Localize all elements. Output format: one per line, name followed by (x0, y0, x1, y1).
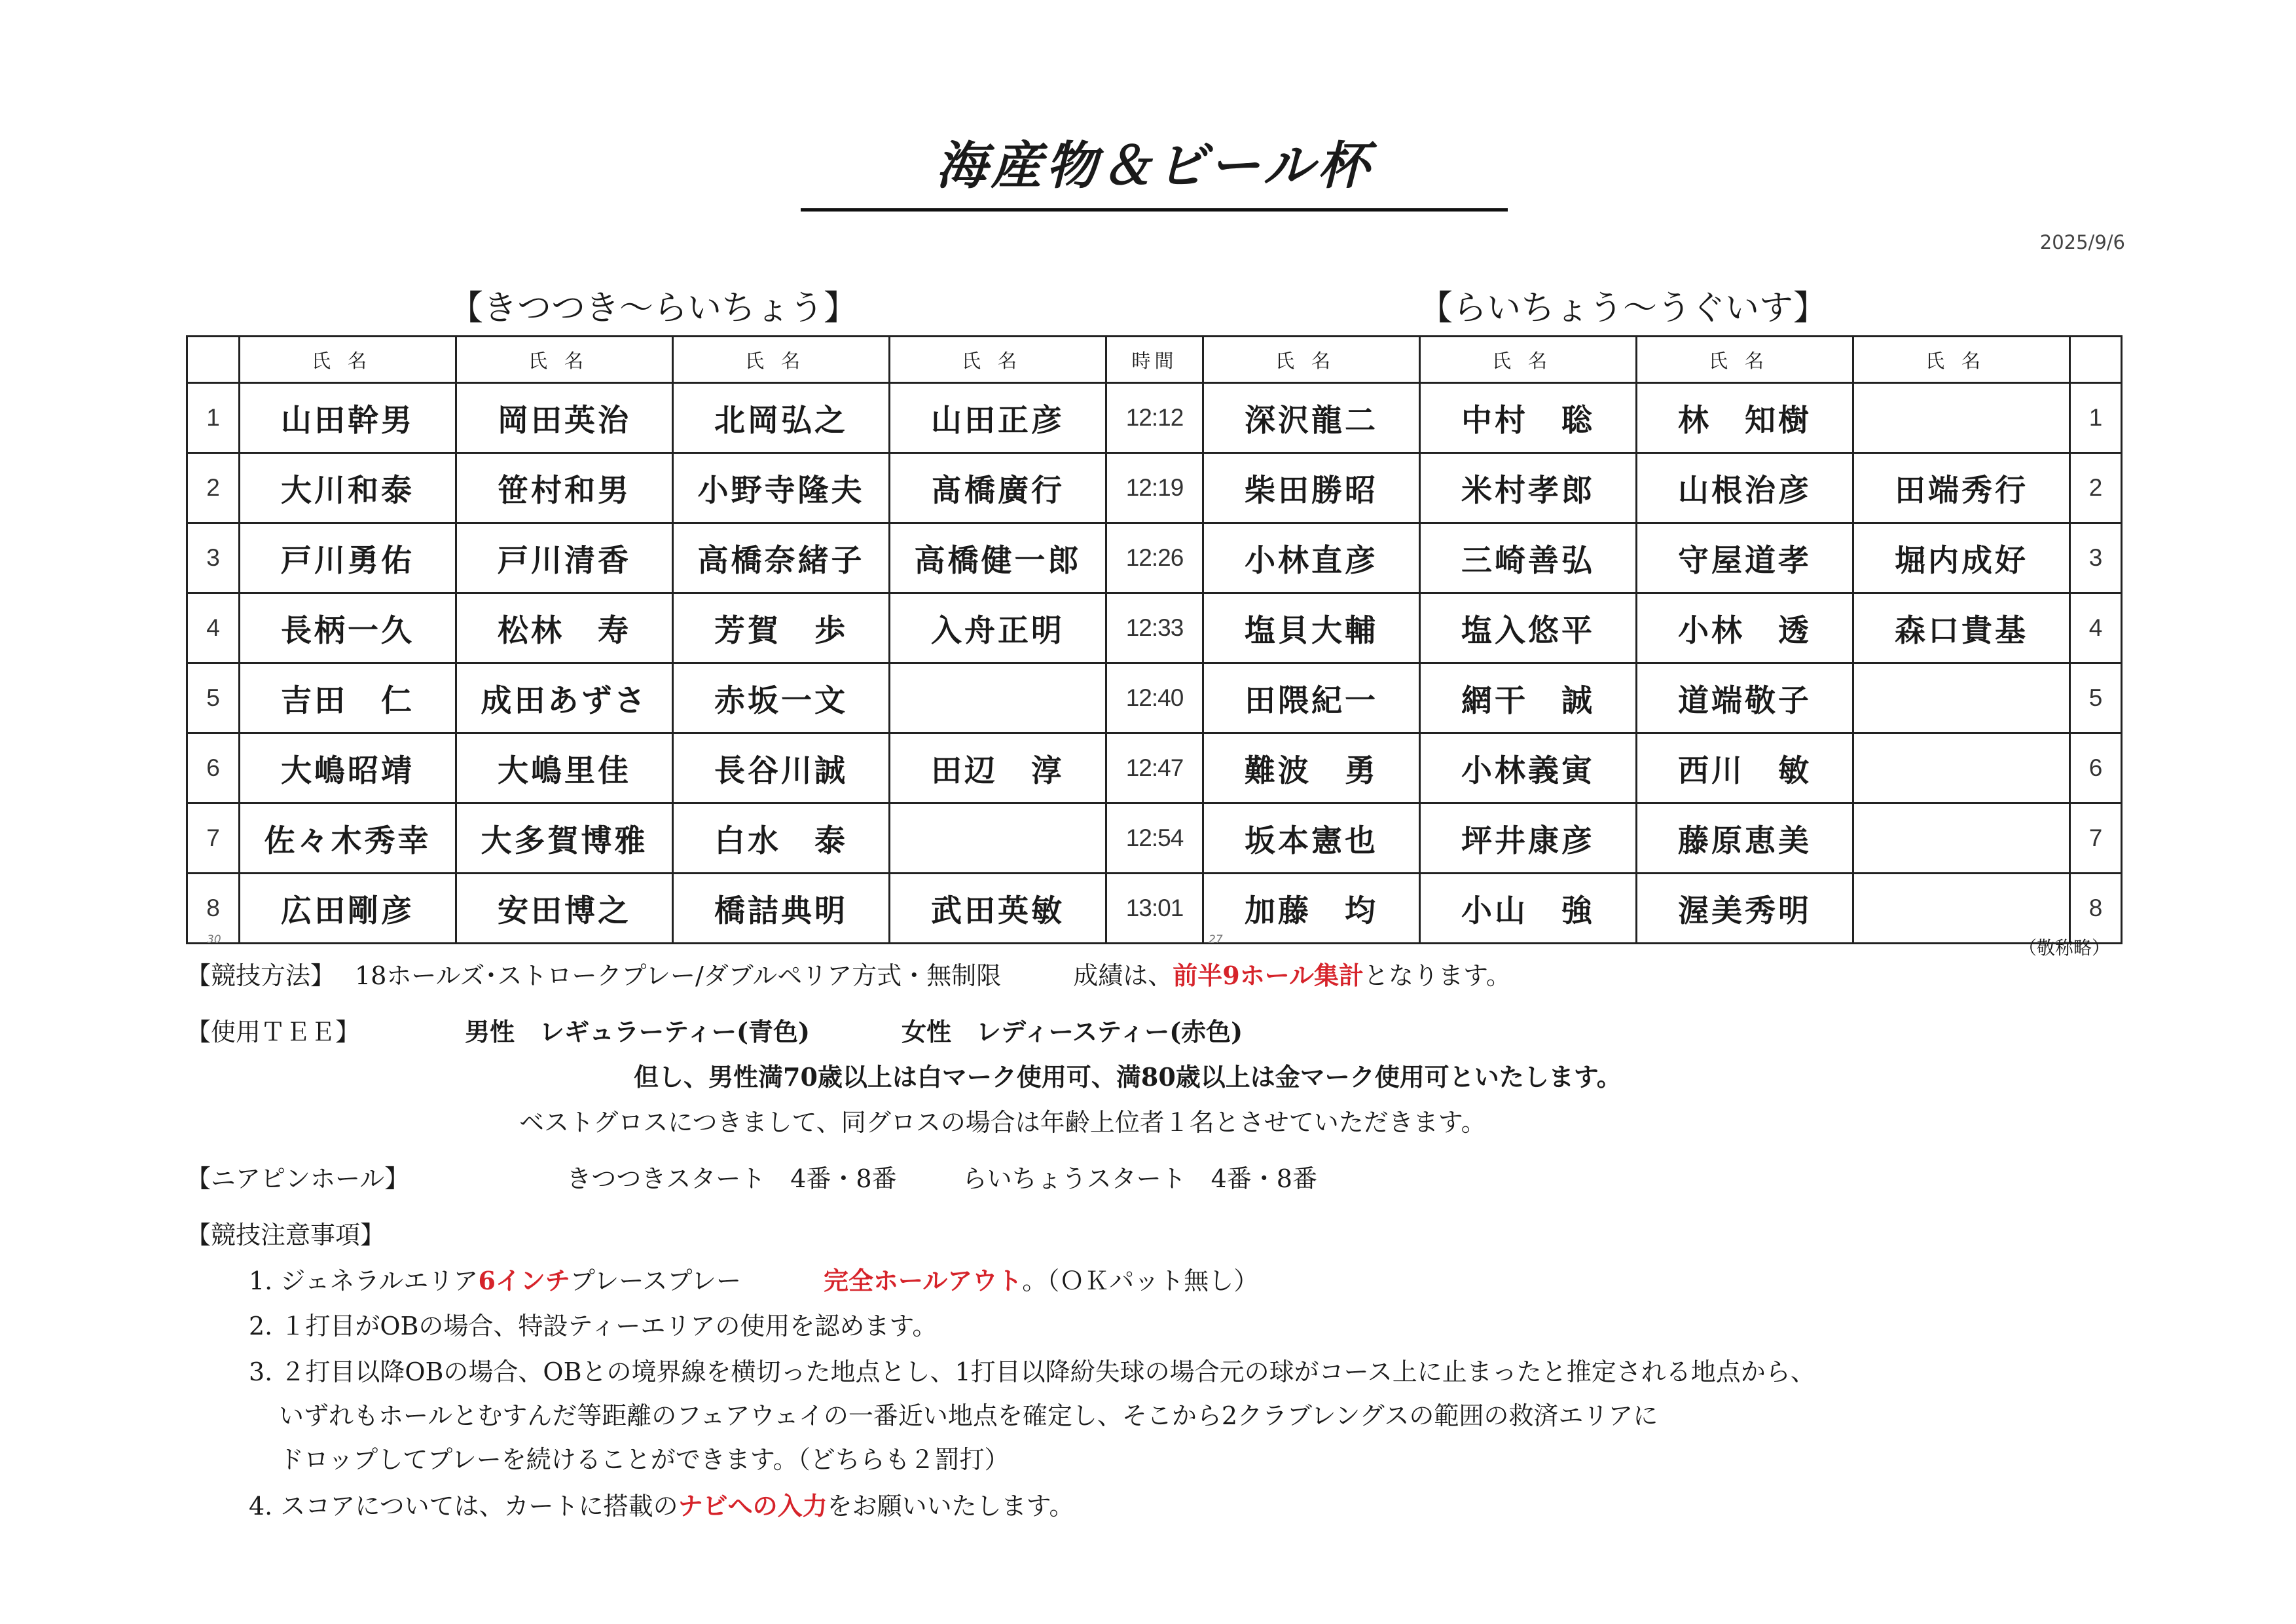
player-name-left: 芳賀 歩 (673, 593, 890, 663)
player-name-left: 白水 泰 (673, 803, 890, 874)
caution-4 (249, 1491, 1074, 1522)
caution-label: 【競技注意事項】 (186, 1221, 386, 1249)
score-prefix: 成績は、 (1073, 961, 1173, 990)
tee-time: 12:12 (1106, 383, 1203, 453)
course-right-heading: 【らいちょう〜うぐいす】 (1419, 289, 1828, 328)
player-name-right: 守屋道孝 (1637, 523, 1853, 593)
player-name-left: 赤坂一文 (673, 663, 890, 733)
player-name-left: 戸川勇佑 (240, 523, 456, 593)
table-row (187, 663, 2122, 733)
tee-time: 12:47 (1106, 733, 1203, 803)
player-name-left: 橋詰典明 (673, 874, 890, 944)
event-date: 2025/9/6 (2039, 231, 2125, 253)
tee-time: 12:40 (1106, 663, 1203, 733)
table-row (187, 874, 2122, 944)
tee-label: 【使用ＴＥＥ】 (186, 1018, 361, 1046)
header-blank-left (187, 337, 240, 383)
row-number-right: 7 (2070, 803, 2122, 874)
player-name-left: 田辺 淳 (890, 733, 1106, 803)
player-name-right (1853, 733, 2070, 803)
tee-time: 12:19 (1106, 453, 1203, 523)
header-name: 氏名 (1203, 337, 1420, 383)
score-highlight: 前半9ホール集計 (1173, 961, 1364, 990)
method-text: 18ホールズ･ストロークプレー/ダブルペリア方式・無制限 (355, 961, 1002, 990)
player-name-left: 髙橋廣行 (890, 453, 1106, 523)
row-number-left: 1 (187, 383, 240, 453)
pairing-table (186, 335, 2123, 944)
player-name-left: 大川和泰 (240, 453, 456, 523)
player-name-left: 吉田 仁 (240, 663, 456, 733)
player-name-left: 小野寺隆夫 (673, 453, 890, 523)
table-row (187, 593, 2122, 663)
count-left: 30 (207, 933, 221, 946)
method-line (186, 961, 1511, 991)
player-name-left: 笹村和男 (456, 453, 673, 523)
caution-3-line1: 3. ２打目以降OBの場合、OBとの境界線を横切った地点とし、1打目以降紛失球の場合元の球がコース上に止まったと推定される地点から、 (249, 1357, 1815, 1386)
player-name-left: 佐々木秀幸 (240, 803, 456, 874)
player-name-left: 安田博之 (456, 874, 673, 944)
player-name-right (1853, 383, 2070, 453)
player-name-right: 柴田勝昭 (1203, 453, 1420, 523)
table-row (187, 523, 2122, 593)
row-number-right: 3 (2070, 523, 2122, 593)
player-name-right: 藤原恵美 (1637, 803, 1853, 874)
caution-1 (249, 1266, 1258, 1297)
tee-time: 12:33 (1106, 593, 1203, 663)
player-name-right: 深沢龍二 (1203, 383, 1420, 453)
player-name-right: 田端秀行 (1853, 453, 2070, 523)
method-label: 【競技方法】 (186, 961, 336, 990)
row-number-left: 6 (187, 733, 240, 803)
title-underline (801, 208, 1508, 212)
player-name-right: 坪井康彦 (1420, 803, 1637, 874)
player-name-right (1853, 663, 2070, 733)
row-number-left: 4 (187, 593, 240, 663)
player-name-right: 小林 透 (1637, 593, 1853, 663)
player-name-right (1853, 803, 2070, 874)
player-name-left: 成田あずさ (456, 663, 673, 733)
player-name-left: 高橋奈緒子 (673, 523, 890, 593)
player-name-left (890, 803, 1106, 874)
caution-1-mid: プレースプレー (570, 1266, 791, 1295)
course-left-heading: 【きつつき〜らいちょう】 (449, 289, 858, 328)
player-name-right: 難波 勇 (1203, 733, 1420, 803)
player-name-right: 道端敬子 (1637, 663, 1853, 733)
header-blank-right (2070, 337, 2122, 383)
row-number-right: 1 (2070, 383, 2122, 453)
caution-4-suffix: をお願いいたします。 (827, 1492, 1074, 1521)
table-row (187, 383, 2122, 453)
score-suffix: となります。 (1363, 961, 1511, 990)
tee-note: 但し、男性満70歳以上は白マーク使用可、満80歳以上は金マーク使用可といたします。 (634, 1062, 1622, 1092)
player-name-right: 西川 敏 (1637, 733, 1853, 803)
player-name-right: 渥美秀明 (1637, 874, 1853, 944)
header-name: 氏名 (1853, 337, 2070, 383)
player-name-left: 大嶋昭靖 (240, 733, 456, 803)
player-name-left: 入舟正明 (890, 593, 1106, 663)
row-number-left: 5 (187, 663, 240, 733)
header-name: 氏名 (890, 337, 1106, 383)
player-name-right: 森口貴基 (1853, 593, 2070, 663)
player-name-right: 堀内成好 (1853, 523, 2070, 593)
player-name-right: 米村孝郎 (1420, 453, 1637, 523)
caution-3-line2: いずれもホールとむすんだ等距離のフェアウェイの一番近い地点を確定し、そこから2クラブレングスの範囲の救済エリアに (279, 1401, 1658, 1430)
tee-line (186, 1017, 1243, 1048)
player-name-left: 山田幹男 (240, 383, 456, 453)
player-name-right: 網干 誠 (1420, 663, 1637, 733)
header-name: 氏名 (456, 337, 673, 383)
player-name-right: 小林義寅 (1420, 733, 1637, 803)
player-name-left: 岡田英治 (456, 383, 673, 453)
honorific-note: （敬称略） (2018, 937, 2110, 959)
player-name-left: 松林 寿 (456, 593, 673, 663)
player-name-right: 三崎善弘 (1420, 523, 1637, 593)
player-name-left: 山田正彦 (890, 383, 1106, 453)
player-name-left: 長柄一久 (240, 593, 456, 663)
player-name-left: 広田剛彦 (240, 874, 456, 944)
row-number-left: 2 (187, 453, 240, 523)
table-header-row (187, 337, 2122, 383)
caution-1-highlight-b: 完全ホールアウト (823, 1266, 1023, 1295)
caution-4-highlight: ナビへの入力 (678, 1491, 828, 1521)
nearpin-raicho: らいちょうスタート 4番・8番 (962, 1164, 1317, 1193)
header-name: 氏名 (240, 337, 456, 383)
player-name-right (1853, 874, 2070, 944)
tee-time: 12:54 (1106, 803, 1203, 874)
row-number-left: 3 (187, 523, 240, 593)
caution-1-highlight-a: 6インチ (478, 1266, 570, 1295)
player-name-right: 中村 聡 (1420, 383, 1637, 453)
tee-time: 12:26 (1106, 523, 1203, 593)
player-name-left: 戸川清香 (456, 523, 673, 593)
player-name-left: 大多賀博雅 (456, 803, 673, 874)
header-name: 氏名 (1420, 337, 1637, 383)
row-number-right: 8 (2070, 874, 2122, 944)
row-number-left: 7 (187, 803, 240, 874)
best-gross-note: ベストグロスにつきまして、同グロスの場合は年齢上位者１名とさせていただきます。 (519, 1108, 1486, 1137)
caution-1-prefix: 1. ジェネラルエリア (249, 1266, 479, 1295)
count-right: 27 (1209, 933, 1223, 946)
nearpin-line (186, 1164, 1317, 1194)
player-name-right: 坂本憲也 (1203, 803, 1420, 874)
player-name-left: 武田英敏 (890, 874, 1106, 944)
row-number-right: 6 (2070, 733, 2122, 803)
player-name-right: 山根治彦 (1637, 453, 1853, 523)
page-title: 海産物＆ビール杯 (936, 137, 1373, 196)
row-number-right: 2 (2070, 453, 2122, 523)
nearpin-kitsutsuki: きつつきスタート 4番・8番 (566, 1164, 897, 1193)
player-name-left: 長谷川誠 (673, 733, 890, 803)
tee-men: 男性 レギュラーティー(青色) (465, 1017, 810, 1046)
player-name-right: 小山 強 (1420, 874, 1637, 944)
caution-4-prefix: 4. スコアについては、カートに搭載の (249, 1492, 678, 1521)
nearpin-label: 【ニアピンホール】 (186, 1164, 410, 1193)
row-number-left: 8 (187, 874, 240, 944)
caution-2: 2. １打目がOBの場合、特設ティーエリアの使用を認めます。 (249, 1312, 938, 1340)
tee-women: 女性 レディースティー(赤色) (901, 1017, 1243, 1046)
player-name-left: 北岡弘之 (673, 383, 890, 453)
player-name-right: 塩貝大輔 (1203, 593, 1420, 663)
player-name-left: 大嶋里佳 (456, 733, 673, 803)
header-name: 氏名 (1637, 337, 1853, 383)
player-name-right: 加藤 均 (1203, 874, 1420, 944)
player-name-left: 高橋健一郎 (890, 523, 1106, 593)
player-name-right: 塩入悠平 (1420, 593, 1637, 663)
caution-3-line3: ドロップしてプレーを続けることができます。（どちらも２罰打） (279, 1445, 1010, 1474)
player-name-right: 田隈紀一 (1203, 663, 1420, 733)
tee-time: 13:01 (1106, 874, 1203, 944)
row-number-right: 5 (2070, 663, 2122, 733)
table-row (187, 453, 2122, 523)
row-number-right: 4 (2070, 593, 2122, 663)
caution-1-suffix: 。（ＯＫパット無し） (1022, 1266, 1259, 1295)
player-name-left (890, 663, 1106, 733)
player-name-right: 林 知樹 (1637, 383, 1853, 453)
header-name: 氏名 (673, 337, 890, 383)
table-row (187, 733, 2122, 803)
player-name-right: 小林直彦 (1203, 523, 1420, 593)
header-time: 時間 (1106, 337, 1203, 383)
table-row (187, 803, 2122, 874)
